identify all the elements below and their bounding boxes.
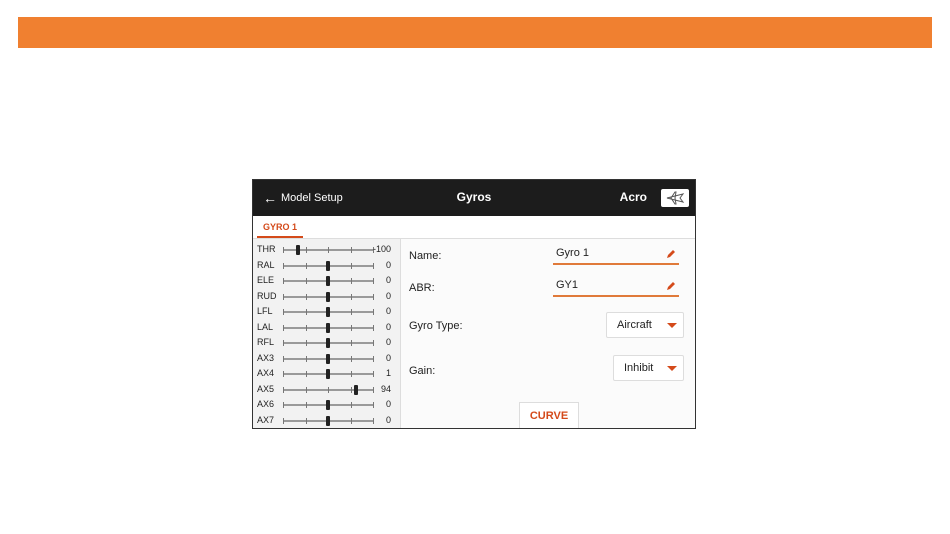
channel-value: -100 (372, 244, 391, 254)
tab-active-indicator (257, 236, 303, 238)
channel-row (257, 289, 399, 304)
tab-label: GYRO 1 (263, 222, 298, 232)
channel-label: AX4 (257, 368, 275, 378)
channel-bar (283, 296, 373, 298)
channel-bar (283, 311, 373, 313)
channel-position-marker (326, 416, 330, 426)
channel-tick (306, 340, 307, 346)
channel-tick (373, 402, 374, 408)
tab-gyro-1[interactable] (257, 216, 303, 238)
channel-position-marker (296, 245, 300, 255)
channel-tick (351, 294, 352, 300)
pencil-icon[interactable] (665, 248, 677, 260)
channel-value: 94 (380, 383, 391, 394)
gain-dropdown[interactable] (613, 355, 684, 381)
channel-tick (351, 340, 352, 346)
channel-value: 0 (385, 259, 391, 270)
channel-tick (351, 418, 352, 424)
tab-bar (253, 216, 695, 239)
channel-tick (306, 402, 307, 408)
channel-tick (373, 356, 374, 362)
channel-tick (306, 294, 307, 300)
model-type-label: Acro (619, 190, 647, 204)
channel-tick (328, 247, 329, 253)
channel-tick (306, 278, 307, 284)
channel-label: RAL (257, 259, 275, 270)
channel-tick (351, 247, 352, 253)
channel-label: AX6 (257, 399, 275, 409)
channel-tick (351, 387, 352, 393)
channel-tick (373, 371, 374, 377)
channel-tick (283, 402, 284, 408)
channel-tick (328, 387, 329, 393)
abr-label: ABR: (409, 282, 435, 294)
channel-position-marker (326, 400, 330, 410)
channel-bar (283, 265, 373, 267)
channel-tick (283, 418, 284, 424)
chevron-down-icon (667, 366, 677, 371)
channel-tick (351, 402, 352, 408)
channel-tick (306, 387, 307, 393)
channel-label: AX3 (257, 352, 275, 363)
channel-tick (306, 309, 307, 315)
channel-tick (283, 263, 284, 269)
channel-row (257, 335, 399, 350)
curve-button[interactable]: CURVE (519, 402, 579, 429)
channel-tick (283, 325, 284, 331)
channel-tick (373, 387, 374, 393)
channel-position-marker (326, 369, 330, 379)
channel-position-marker (326, 323, 330, 333)
channel-tick (351, 263, 352, 269)
channel-tick (373, 278, 374, 284)
channel-tick (283, 278, 284, 284)
channel-tick (373, 340, 374, 346)
channel-position-marker (326, 276, 330, 286)
channel-row (257, 304, 399, 319)
channel-tick (351, 325, 352, 331)
channel-bar (283, 373, 373, 375)
name-field[interactable] (553, 245, 679, 265)
channel-bar (283, 389, 373, 391)
channel-position-marker (354, 385, 358, 395)
channel-label: RUD (257, 290, 277, 301)
abr-field[interactable] (553, 277, 679, 297)
channel-row (257, 351, 399, 366)
channel-label: ELE (257, 275, 275, 285)
channel-label: THR (257, 244, 276, 254)
channel-bar (283, 327, 373, 329)
channel-tick (283, 371, 284, 377)
channel-position-marker (326, 261, 330, 271)
name-value: Gyro 1 (556, 247, 590, 259)
channel-tick (283, 387, 284, 393)
channel-bar (283, 280, 373, 282)
gyro-type-value: Aircraft (617, 319, 652, 331)
channel-tick (373, 263, 374, 269)
channel-value: 0 (385, 321, 391, 332)
channel-position-marker (326, 354, 330, 364)
page-title: Gyros (456, 190, 492, 204)
channel-tick (283, 340, 284, 346)
channel-position-marker (326, 292, 330, 302)
channel-bar (283, 420, 373, 422)
channel-position-marker (326, 338, 330, 348)
channel-tick (283, 294, 284, 300)
channel-tick (351, 371, 352, 377)
channel-tick (351, 309, 352, 315)
channel-tick (283, 247, 284, 253)
channel-label: LAL (257, 321, 274, 332)
name-label: Name: (409, 250, 442, 262)
channel-tick (306, 263, 307, 269)
channel-value: 0 (385, 290, 391, 301)
channel-label: RFL (257, 337, 275, 347)
channel-label: LFL (257, 306, 273, 316)
channel-value: 0 (385, 399, 391, 409)
channel-tick (283, 356, 284, 362)
channel-bar (283, 342, 373, 344)
channel-row (257, 258, 399, 273)
channel-row (257, 273, 399, 288)
channel-tick (351, 356, 352, 362)
channel-tick (306, 418, 307, 424)
transmitter-screen (252, 179, 696, 429)
channel-row (257, 413, 399, 428)
channel-position-marker (326, 307, 330, 317)
gyro-settings-panel (401, 239, 695, 429)
back-arrow-icon: ← (263, 190, 277, 206)
channel-value: 0 (385, 352, 391, 363)
airplane-icon-svg (665, 191, 685, 205)
airplane-icon[interactable] (661, 189, 689, 207)
back-label: Model Setup (281, 192, 343, 204)
orange-header-bar (18, 17, 932, 48)
gain-value: Inhibit (624, 362, 654, 374)
channel-value: 0 (385, 275, 391, 285)
channel-tick (351, 278, 352, 284)
channel-tick (373, 325, 374, 331)
channel-bar (283, 404, 373, 406)
channel-monitor (253, 239, 401, 429)
channel-row (257, 382, 399, 397)
channel-row (257, 320, 399, 335)
channel-tick (306, 325, 307, 331)
channel-value: 1 (385, 368, 391, 378)
gain-label: Gain: (409, 365, 436, 377)
title-bar (253, 180, 695, 216)
channel-tick (373, 309, 374, 315)
channel-label: AX5 (257, 383, 275, 394)
gyro-type-dropdown[interactable] (606, 312, 684, 338)
channel-row (257, 397, 399, 412)
gyro-type-label: Gyro Type: (409, 320, 463, 332)
channel-tick (306, 356, 307, 362)
chevron-down-icon (667, 323, 677, 328)
channel-value: 0 (385, 337, 391, 347)
channel-label: AX7 (257, 414, 275, 425)
channel-value: 0 (385, 306, 391, 316)
channel-row (257, 366, 399, 381)
abr-value: GY1 (556, 279, 579, 291)
channel-tick (306, 371, 307, 377)
channel-tick (306, 247, 307, 253)
channel-bar (283, 249, 373, 251)
pencil-icon[interactable] (665, 280, 677, 292)
channel-row (257, 242, 399, 257)
channel-tick (373, 418, 374, 424)
channel-bar (283, 358, 373, 360)
channel-tick (283, 309, 284, 315)
channel-value: 0 (385, 414, 391, 425)
channel-tick (373, 294, 374, 300)
